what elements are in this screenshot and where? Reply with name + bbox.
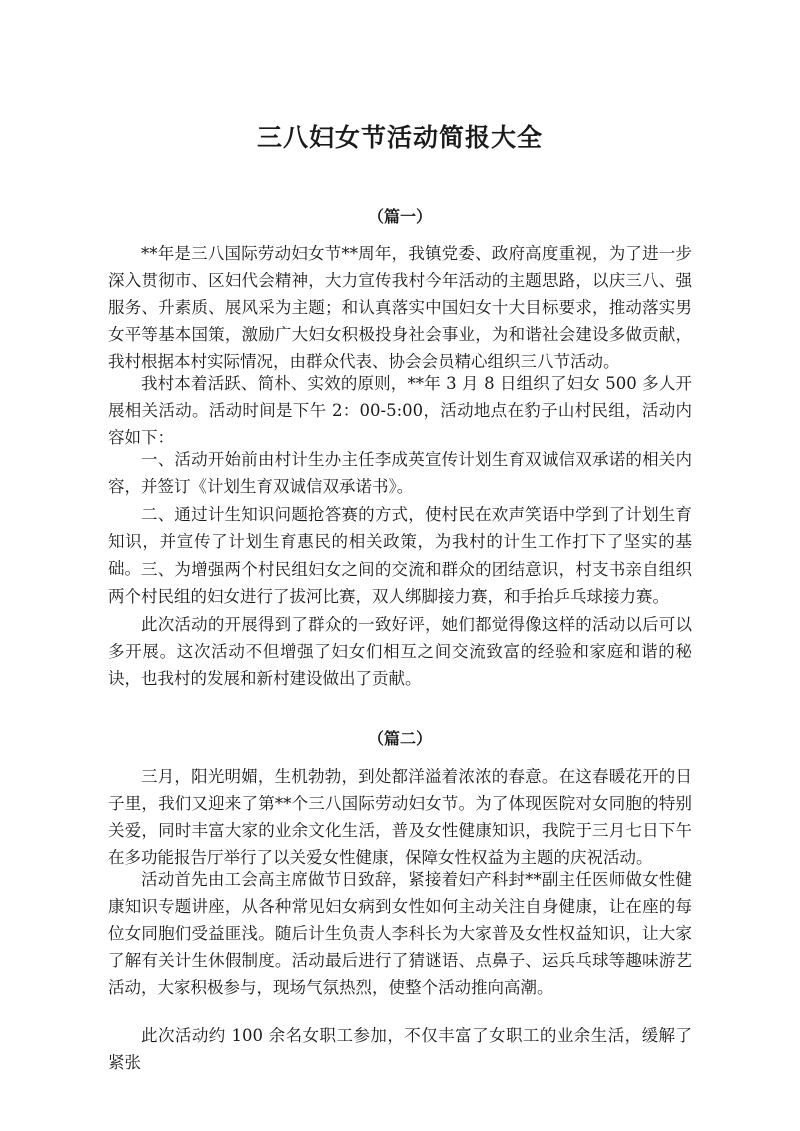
section-2-paragraph-1: 三月，阳光明媚，生机勃勃，到处都洋溢着浓浓的春意。在这春暖花开的日子里，我们又迎来了第**个三八国际劳动妇女节。为了体现医院对女同胞的特别关爱，同时丰富大家的业余文化生活，普及女性健康知识，我院于三月七日下午在多功能报告厅举行了以关爱女性健康，保障女性权益为主题的庆祝活动。 [108, 767, 692, 867]
section-1-paragraph-6: 此次活动的开展得到了群众的一致好评，她们都觉得像这样的活动以后可以多开展。这次活动不但增强了妇女们相互之间交流致富的经验和家庭和谐的秘诀，也我村的发展和新村建设做出了贡献。 [108, 615, 692, 688]
section-1-paragraph-5: 三、为增强两个村民组妇女之间的交流和群众的团结意识，村支书亲自组织两个村民组的妇女进行了拔河比赛，双人绑脚接力赛，和手抬乒乓球接力赛。 [108, 560, 692, 606]
section-1-paragraph-2: 我村本着活跃、简朴、实效的原则，**年 3 月 8 日组织了妇女 500 多人开展相关活动。活动时间是下午 2：00-5:00，活动地点在豹子山村民组，活动内容如下： [108, 374, 692, 447]
section-1-paragraph-4: 二、通过计生知识问题抢答赛的方式，使村民在欢声笑语中学到了计划生育知识，并宣传了计划生育惠民的相关政策，为我村的计生工作打下了坚实的基础。 [108, 505, 692, 578]
document-title: 三八妇女节活动简报大全 [256, 123, 543, 152]
section-2-paragraph-3: 此次活动约 100 余名女职工参加，不仅丰富了女职工的业余生活，缓解了紧张 [108, 1026, 692, 1072]
section-1-paragraph-3: 一、活动开始前由村计生办主任李成英宣传计划生育双诚信双承诺的相关内容，并签订《计划生育双诚信双承诺书》。 [108, 450, 692, 496]
section-heading-2: （篇二） [367, 729, 432, 748]
section-1-paragraph-1: **年是三八国际劳动妇女节**周年，我镇党委、政府高度重视，为了进一步深入贯彻市、区妇代会精神，大力宣传我村今年活动的主题思路，以庆三八、强服务、升素质、展风采为主题；和认真落实中国妇女十大目标要求，推动落实男女平等基本国策，激励广大妇女积极投身社会事业，为和谐社会建设多做贡献，我村根据本村实际情况，由群众代表、协会会员精心组织三八节活动。 [108, 244, 692, 371]
section-2-paragraph-2: 活动首先由工会高主席做节日致辞，紧接着妇产科封**副主任医师做女性健康知识专题讲座，从各种常见妇女病到女性如何主动关注自身健康，让在座的每位女同胞们受益匪浅。随后计生负责人李科长为大家普及女性权益知识，让大家了解有关计生休假制度。活动最后进行了猜谜语、点鼻子、运兵乓球等趣味游艺活动，大家积极参与，现场气氛热烈，使整个活动推向高潮。 [108, 870, 692, 997]
section-heading-1: （篇一） [367, 207, 432, 226]
